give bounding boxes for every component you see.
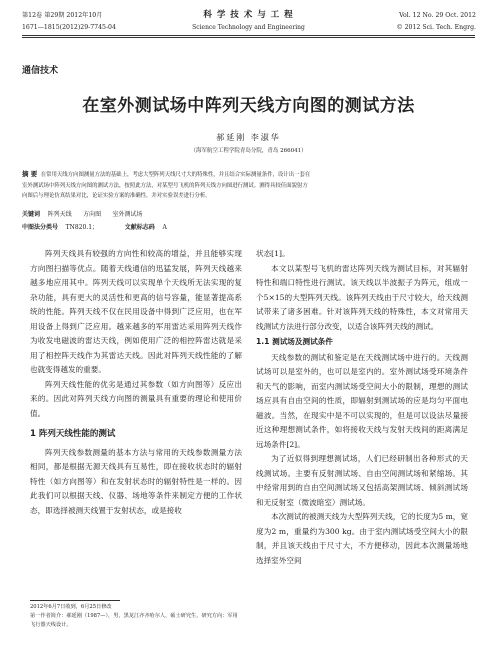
journal-title-cn: 科 学 技 术 与 工 程: [203, 10, 294, 20]
authors: 郝延刚 李淑华: [216, 133, 281, 142]
classification: [22, 222, 167, 231]
section-heading-1: 1 阵列天线性能的测试: [30, 429, 116, 439]
section1-paragraph-1: 阵列天线参数测量的基本方法与常用的天线参数测量方法相同，都是根据无源天线具有互易性，即在接收状态时的辐射特性（如方向图等）和在发射状态时的辐射特性是一样的。因此我们可以根据天线、仪器、场地等条件来制定方便的工作状态，即选择被测天线置于发射状态，或是接收: [30, 447, 242, 515]
status-continuation: 状态[1]。: [256, 249, 290, 258]
abstract-line-3: 向图后与理论仿真结果对比，论证实验方案的准确性，并对实验误差进行分析。: [22, 193, 211, 199]
right-paragraph-4: 本次测试的被测天线为大型阵列天线，它的长度为5 m，宽度为2 m，重量约为300 kg。由于室内测试场受空间大小的限制，并且该天线由于尺寸大，不方便移动，因此本次测量场地选择室外空间: [256, 512, 468, 565]
abstract: [22, 169, 472, 202]
right-column: [256, 247, 468, 568]
doc-code-value: A: [162, 224, 167, 231]
keywords-items: 阵列天线 方向图 室外测试场: [47, 211, 143, 218]
keywords: [22, 209, 143, 218]
received-date: 2012年6月7日收到，6月25日修改: [30, 604, 112, 610]
affiliation: （海军航空工程学院青岛分院，青岛 266041）: [190, 148, 307, 154]
paper-title: 在室外测试场中阵列天线方向图的测试方法: [82, 96, 415, 116]
left-column: [30, 247, 242, 518]
clc-value: TN820.1；: [65, 224, 99, 231]
footnote-rule: [30, 600, 120, 601]
abstract-line-2: 室外测试场中阵列天线方向图的测试方法，按照此方法，对某型号飞机的阵列天线方向图进行测试。测得具较佳面貌射方: [22, 182, 308, 189]
intro-paragraph-1: 阵列天线具有较强的方向性和较高的增益，并且能够实现方向图扫描等优点。随着天线通信的迅猛发展，阵列天线越来越多地应用其中。阵列天线可以实现单个天线所无法实现的复杂功能，具有更大的灵活性和更高的信号容量，能显著提高系统的性能。阵列天线不仅在民用设备中得到广泛应用，也在军用设备上得到广泛应用。越来越多的军用雷达采用阵列天线作为收发电磁波的雷达天线，例如使用广泛的相控阵雷达就是采用了相控阵天线作为其雷达天线。因此对阵列天线性能的了解也就变得越发的重要。: [30, 249, 242, 374]
right-paragraph-1: 本文以某型号飞机的雷达阵列天线为测试目标，对其辐射特性和端口特性进行测试。该天线以半波振子为阵元，组成一个5×15的大型阵列天线。该阵列天线由于尺寸较大，给天线测试带来了诸多困难。针对该阵列天线的特殊性，本文对常用天线测试方法进行部分改变，以适合该阵列天线的测试。: [256, 263, 468, 331]
abstract-line-1: 在常用天线方向图测量方法的基础上，考虑大型阵列天线尺寸大的特殊性，并且结合实际测量条件，设计出一套在: [40, 172, 311, 178]
intro-paragraph-2: 阵列天线性能的优劣是通过其参数（如方向图等）反应出来的。因此对阵列天线方向图的测量具有重要的理论和使用价值。: [30, 379, 242, 418]
header-rule-thin: [22, 37, 475, 38]
abstract-label: 摘 要: [22, 170, 38, 178]
journal-title-en: Science Technology and Engineering: [192, 24, 305, 31]
author-bio: 第一作者简介：郝延刚（1987—），男，黑龙江齐齐哈尔人，硕士研究生，研究方向：军用飞行器天线设计。: [30, 613, 238, 628]
right-paragraph-3: 为了近似得到理想测试场，人们已经研制出各种形式的天线测试场。主要有反射测试场、自由空间测试场和紧缩场。其中经常用到的自由空间测试场又包括高架测试场、倾斜测试场和无反射室（微波暗室）测试场。: [256, 454, 468, 507]
issue-info-cn: 第12卷 第29期 2012年10月: [22, 12, 103, 19]
doc-code-label: 文献标志码: [124, 224, 155, 231]
section-heading-1-1: 1.1 测试场及测试条件: [256, 337, 333, 346]
right-paragraph-2: 天线参数的测试和鉴定是在天线测试场中进行的。天线测试场可以是室外的，也可以是室内的。室外测试场受环境条件和天气的影响，而室内测试场受空间大小的限制，理想的测试场应具有自由空间的性质，即辐射到测试场的应是均匀平面电磁波。当然，在现实中是不可以实现的，但是可以设法尽量接近这种理想测试条件，如将接收天线与发射天线间的距离满足远场条件[2]。: [256, 352, 468, 449]
keywords-label: 关键词: [22, 211, 41, 218]
clc-label: 中图法分类号: [22, 224, 59, 231]
header-rule-thick: [22, 35, 475, 36]
section-tag: 通信技术: [22, 66, 59, 76]
footnote: [30, 603, 242, 630]
issue-info-en: Vol. 12 No. 29 Oct. 2012: [399, 12, 476, 19]
issn: 1671—1815(2012)29-7745-04: [22, 24, 116, 31]
copyright: © 2012 Sci. Tech. Engrg.: [396, 24, 476, 31]
